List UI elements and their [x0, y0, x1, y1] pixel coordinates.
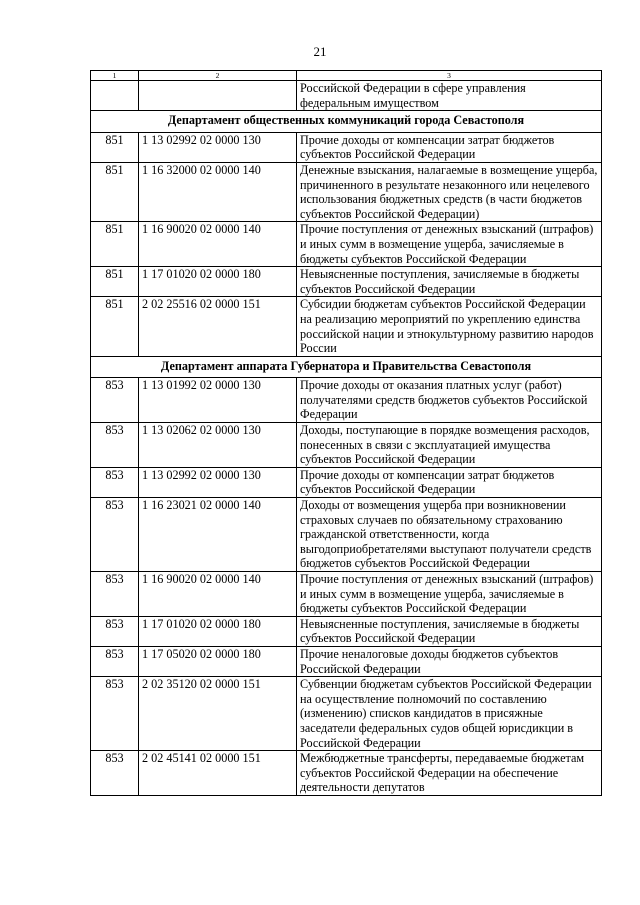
admin-code-cell: 851 [91, 222, 139, 267]
continuation-row [91, 81, 602, 111]
description-cell: Прочие доходы от компенсации затрат бюджетов субъектов Российской Федерации [297, 467, 602, 497]
admin-code-cell: 853 [91, 646, 139, 676]
table-row [91, 423, 602, 468]
admin-code-cell: 851 [91, 162, 139, 221]
description-cell: Российской Федерации в сфере управления федеральным имуществом [297, 81, 602, 111]
table-row [91, 751, 602, 796]
table-row [91, 616, 602, 646]
table-row [91, 297, 602, 356]
table-row [91, 572, 602, 617]
table-row [91, 378, 602, 423]
budget-code-cell: 1 13 02992 02 0000 130 [139, 467, 297, 497]
section-title: Департамент аппарата Губернатора и Правительства Севастополя [91, 356, 602, 378]
description-cell: Прочие поступления от денежных взысканий (штрафов) и иных сумм в возмещение ущерба, зачисляемые в бюджеты субъектов Российской Федерации [297, 222, 602, 267]
description-cell: Субсидии бюджетам субъектов Российской Федерации на реализацию мероприятий по укреплению единства российской нации и этнокультурному развитию народов России [297, 297, 602, 356]
description-cell: Доходы, поступающие в порядке возмещения расходов, понесенных в связи с эксплуатацией имущества субъектов Российской Федерации [297, 423, 602, 468]
table-body [91, 71, 602, 796]
admin-code-cell: 851 [91, 267, 139, 297]
description-cell: Межбюджетные трансферты, передаваемые бюджетам субъектов Российской Федерации на обеспечение деятельности депутатов [297, 751, 602, 796]
table-row [91, 132, 602, 162]
description-cell: Прочие доходы от компенсации затрат бюджетов субъектов Российской Федерации [297, 132, 602, 162]
description-cell: Прочие доходы от оказания платных услуг (работ) получателями средств бюджетов субъектов Российской Федерации [297, 378, 602, 423]
budget-code-cell: 1 13 01992 02 0000 130 [139, 378, 297, 423]
budget-code-cell: 1 16 90020 02 0000 140 [139, 222, 297, 267]
table-row [91, 267, 602, 297]
admin-code-cell: 853 [91, 677, 139, 751]
description-cell: Невыясненные поступления, зачисляемые в бюджеты субъектов Российской Федерации [297, 267, 602, 297]
budget-code-cell: 2 02 45141 02 0000 151 [139, 751, 297, 796]
admin-code-cell: 853 [91, 572, 139, 617]
table-row [91, 162, 602, 221]
admin-code-cell [91, 81, 139, 111]
budget-code-cell: 1 13 02992 02 0000 130 [139, 132, 297, 162]
description-cell: Субвенции бюджетам субъектов Российской Федерации на осуществление полномочий по составлению (изменению) списков кандидатов в присяжные заседатели федеральных судов общей юрисдикции в Российской Федерации [297, 677, 602, 751]
budget-code-cell: 1 13 02062 02 0000 130 [139, 423, 297, 468]
budget-code-cell [139, 81, 297, 111]
table-row [91, 677, 602, 751]
budget-code-cell: 1 17 05020 02 0000 180 [139, 646, 297, 676]
description-cell: Невыясненные поступления, зачисляемые в бюджеты субъектов Российской Федерации [297, 616, 602, 646]
description-cell: Прочие поступления от денежных взысканий (штрафов) и иных сумм в возмещение ущерба, зачисляемые в бюджеты субъектов Российской Федерации [297, 572, 602, 617]
budget-code-cell: 2 02 25516 02 0000 151 [139, 297, 297, 356]
budget-code-cell: 2 02 35120 02 0000 151 [139, 677, 297, 751]
budget-code-cell: 1 17 01020 02 0000 180 [139, 267, 297, 297]
admin-code-cell: 851 [91, 297, 139, 356]
table-row [91, 498, 602, 572]
admin-code-cell: 853 [91, 467, 139, 497]
description-cell: Денежные взыскания, налагаемые в возмещение ущерба, причиненного в результате незаконного или нецелевого использования бюджетных средств (в части бюджетов субъектов Российской Федерации) [297, 162, 602, 221]
table-row [91, 467, 602, 497]
column-number-2: 2 [139, 71, 297, 81]
page-number: 21 [313, 44, 327, 59]
budget-code-cell: 1 16 90020 02 0000 140 [139, 572, 297, 617]
admin-code-cell: 853 [91, 616, 139, 646]
revenue-codes-table [90, 70, 602, 796]
description-cell: Прочие неналоговые доходы бюджетов субъектов Российской Федерации [297, 646, 602, 676]
admin-code-cell: 853 [91, 498, 139, 572]
column-number-1: 1 [91, 71, 139, 81]
table-row [91, 646, 602, 676]
budget-code-cell: 1 17 01020 02 0000 180 [139, 616, 297, 646]
column-number-3: 3 [297, 71, 602, 81]
admin-code-cell: 853 [91, 751, 139, 796]
section-header-row [91, 111, 602, 133]
description-cell: Доходы от возмещения ущерба при возникновении страховых случаев по обязательному страхованию гражданской ответственности, когда выгодоприобретателями выступают получатели средств бюджетов субъектов Российской Федерации [297, 498, 602, 572]
budget-code-cell: 1 16 23021 02 0000 140 [139, 498, 297, 572]
table-row [91, 222, 602, 267]
section-header-row [91, 356, 602, 378]
section-title: Департамент общественных коммуникаций города Севастополя [91, 111, 602, 133]
admin-code-cell: 853 [91, 423, 139, 468]
column-number-row [91, 71, 602, 81]
budget-code-cell: 1 16 32000 02 0000 140 [139, 162, 297, 221]
admin-code-cell: 853 [91, 378, 139, 423]
admin-code-cell: 851 [91, 132, 139, 162]
